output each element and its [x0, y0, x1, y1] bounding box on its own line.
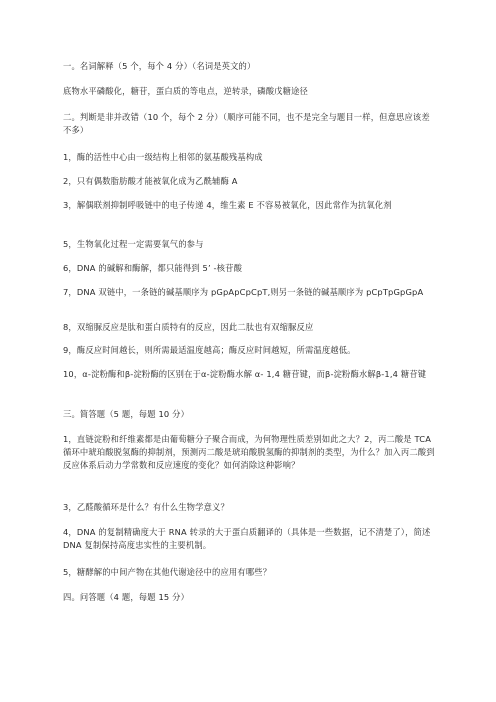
section2-heading: 二。判断是非并改错（10 个，每个 2 分）（顺序可能不同，也不是完全与题目一样，但意思应该差不多）	[63, 112, 430, 135]
short-answer-item-5: 5，糖酵解的中间产物在其他代谢途径中的应用有哪些？	[63, 567, 272, 577]
judgment-item-9: 9，酶反应时间越长，则所需最适温度越高；酶反应时间越短，所需温度越低。	[63, 345, 356, 355]
section1-terms: 底物水平磷酸化，糖苷，蛋白质的等电点，逆转录，磷酸戊糖途径	[63, 86, 308, 96]
judgment-item-2: 2，只有偶数脂肪酸才能被氧化成为乙酰辅酶 A	[63, 176, 238, 186]
judgment-item-6: 6，DNA 的碱解和酶解，都只能得到 5’ -核苷酸	[63, 263, 243, 273]
judgment-item-8: 8，双缩脲反应是肽和蛋白质特有的反应，因此二肽也有双缩脲反应	[63, 322, 314, 332]
short-answer-item-4: 4，DNA 的复制精确度大于 RNA 转录的大于蛋白质翻译的（具体是一些数据，记不清楚了），简述 DNA 复制保持高度忠实性的主要机制。	[63, 527, 431, 550]
section4-heading: 四。问答题（4 题，每题 15 分）	[63, 592, 190, 602]
judgment-item-1: 1，酶的活性中心由一级结构上相邻的氨基酸残基构成	[63, 152, 263, 162]
judgment-item-10: 10，α-淀粉酶和β-淀粉酶的区别在于α-淀粉酶水解 α- 1,4 糖苷键，而β-淀粉酶水解β-1,4 糖苷键	[63, 369, 427, 379]
judgment-item-7: 7，DNA 双链中，一条链的碱基顺序为 pGpApCpCpT,则另一条链的碱基顺序为 pCpTpGpGpA	[63, 287, 424, 297]
section3-heading: 三。简答题（5 题，每题 10 分）	[63, 409, 190, 419]
short-answer-item-3: 3，乙醛酸循环是什么？有什么生物学意义？	[63, 502, 229, 512]
judgment-item-3-4: 3，解偶联剂抑制呼吸链中的电子传递 4，维生素 E 不容易被氧化，因此常作为抗氧化剂	[63, 200, 392, 210]
short-answer-item-1-2: 1，直链淀粉和纤维素都是由葡萄糖分子聚合而成，为何物理性质差别如此之大？2，丙二酸是 TCA 循环中琥珀酸脱氢酶的抑制剂，预测丙二酸是琥珀酸脱氢酶的抑制剂的类型，为什么？加入丙二酸到反应体系后动力学常数和反应速度的变化？如何消除这种影响？	[63, 434, 435, 470]
section1-heading: 一。名词解释（5 个，每个 4 分）（名词是英文的）	[63, 61, 256, 71]
judgment-item-5: 5，生物氧化过程一定需要氧气的参与	[63, 239, 204, 249]
